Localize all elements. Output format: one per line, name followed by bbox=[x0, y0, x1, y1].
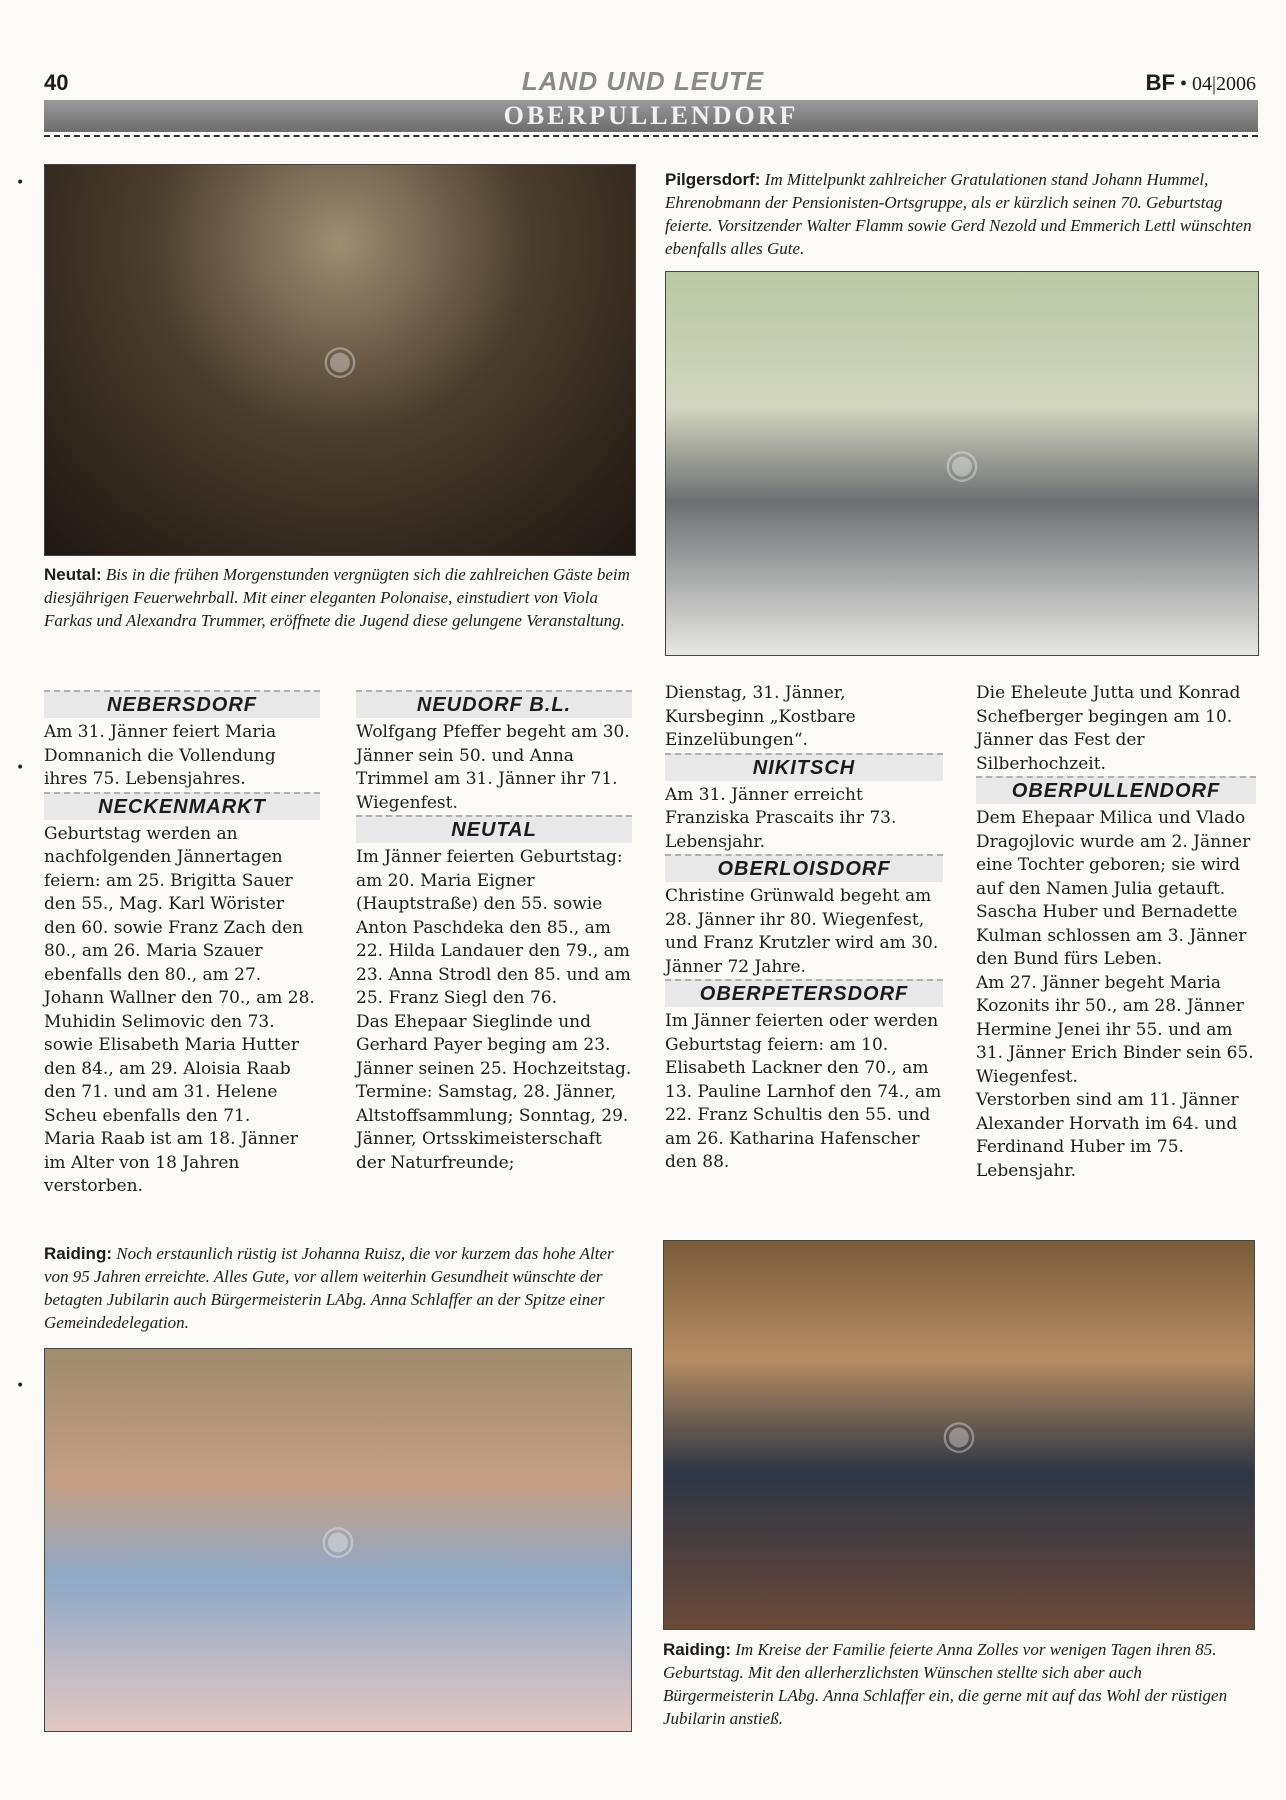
issue-label bbox=[1146, 70, 1256, 96]
neckenmarkt-text: Geburtstag werden an nachfolgenden Jännertagen feiern: am 25. Brigitta Sauer den 55., Mag. Karl Wörister den 60. sowie Franz Zach den 80., am 26. Maria Szauer ebenfalls den 80., am 27. Johann Wallner den 70., am 28. Muhidin Selimovic den 73. sowie Elisabeth Maria Hutter den 84., am 29. Aloisia Raab den 71. und am 31. Helene Scheu ebenfalls den 71. bbox=[44, 823, 315, 1126]
wedding-text: Die Eheleute Jutta und Konrad Schefberger begingen am 10. Jänner das Fest der Silberhochzeit. bbox=[976, 683, 1241, 774]
region-banner: OBERPULLENDORF bbox=[44, 100, 1258, 132]
nebersdorf-text: Am 31. Jänner feiert Maria Domnanich die Vollendung ihres 75. Lebensjahres. bbox=[44, 722, 277, 789]
margin-mark: • bbox=[16, 760, 25, 776]
page-number: 40 bbox=[44, 70, 69, 95]
neutal-text-2: Das Ehepaar Sieglinde und Gerhard Payer beging am 23. Jänner seinen 25. Hochzeitstag. bbox=[356, 1011, 632, 1079]
nikitsch-text: Am 31. Jänner erreicht Franziska Prascaits ihr 73. Lebensjahr. bbox=[665, 784, 897, 852]
issue-separator: • bbox=[1179, 73, 1187, 95]
neutal-heading: NEUTAL bbox=[356, 815, 632, 843]
oberpullendorf-text-4: Verstorben sind am 11. Jänner Alexander Horvath im 64. und Ferdinand Huber im 75. Lebensjahr. bbox=[976, 1090, 1239, 1181]
caption-place: Raiding: bbox=[663, 1640, 731, 1659]
oberloisdorf-heading: OBERLOISDORF bbox=[665, 854, 943, 882]
section-title: LAND UND LEUTE bbox=[521, 66, 765, 96]
caption-text: Im Kreise der Familie feierte Anna Zolles vor wenigen Tagen ihren 85. Geburtstag. Mit den allerherzlichsten Wünschen stellte sich aber auch Bürgermeisterin LAbg. Anna Schlaffer ein, die gerne mit auf das Wohl der rüstigen Jubilarin anstieß. bbox=[663, 1640, 1228, 1728]
caption-place: Raiding: bbox=[44, 1244, 112, 1263]
oberpullendorf-text: Dem Ehepaar Milica und Vlado Dragojlovic wurde am 2. Jänner eine Tochter geboren; sie wird auf den Namen Julia getauft. bbox=[976, 808, 1251, 899]
raiding-caption-2 bbox=[663, 1638, 1253, 1730]
oberpullendorf-text-3: Am 27. Jänner begeht Maria Kozonits ihr 50., am 28. Jänner Hermine Jenei ihr 55. und am 31. Jänner Erich Binder sein 65. Wiegenfest. bbox=[976, 972, 1254, 1087]
column-3 bbox=[665, 682, 943, 1175]
caption-place: Pilgersdorf: bbox=[665, 170, 761, 189]
pilgersdorf-caption bbox=[665, 168, 1257, 260]
neudorf-heading: NEUDORF B.L. bbox=[356, 690, 632, 718]
margin-mark: • bbox=[16, 175, 25, 191]
neutal-photo bbox=[44, 164, 636, 556]
camera-icon: ◉ bbox=[322, 337, 358, 383]
neutal-caption bbox=[44, 563, 634, 632]
nebersdorf-heading: NEBERSDORF bbox=[44, 690, 320, 718]
issue-number: 04|2006 bbox=[1191, 73, 1256, 95]
neutal-text: Im Jänner feierten Geburtstag: am 20. Maria Eigner (Hauptstraße) den 55. sowie Anton Paschdeka den 85., am 22. Hilda Landauer den 79., am 23. Anna Strodl den 85. und am 25. Franz Siegl den 76. bbox=[356, 847, 631, 1008]
oberloisdorf-text: Christine Grünwald begeht am 28. Jänner ihr 80. Wiegenfest, und Franz Krutzler wird am 30. Jänner 72 Jahre. bbox=[665, 886, 939, 977]
camera-icon: ◉ bbox=[944, 440, 980, 487]
neudorf-text: Wolfgang Pfeffer begeht am 30. Jänner sein 50. und Anna Trimmel am 31. Jänner ihr 71. Wiegenfest. bbox=[356, 722, 630, 813]
neckenmarkt-text-2: Maria Raab ist am 18. Jänner im Alter von 18 Jahren verstorben. bbox=[44, 1129, 298, 1196]
caption-text: Im Mittelpunkt zahlreicher Gratulationen stand Johann Hummel, Ehrenobmann der Pensionisten-Ortsgruppe, als er kürzlich seinen 70. Geburtstag feierte. Vorsitzender Walter Flamm sowie Gerd Nezold und Emmerich Lettl wünschten ebenfalls alles Gute. bbox=[665, 170, 1252, 258]
oberpetersdorf-heading: OBERPETERSDORF bbox=[665, 979, 943, 1007]
raiding-photo-2 bbox=[663, 1240, 1255, 1630]
neckenmarkt-heading: NECKENMARKT bbox=[44, 792, 320, 820]
neutal-continued-text: Dienstag, 31. Jänner, Kursbeginn „Kostbare Einzelübungen“. bbox=[665, 683, 856, 750]
nikitsch-heading: NIKITSCH bbox=[665, 753, 943, 781]
caption-text: Noch erstaunlich rüstig ist Johanna Ruisz, die vor kurzem das hohe Alter von 95 Jahren erreichte. Alles Gute, vor allem weiterhin Gesundheit wünschte der betagten Jubilarin auch Bürgermeisterin LAbg. Anna Schlaffer an der Spitze einer Gemeindedelegation. bbox=[44, 1244, 614, 1332]
raiding-caption-1 bbox=[44, 1242, 630, 1334]
column-1 bbox=[44, 690, 320, 1199]
column-4 bbox=[976, 682, 1256, 1183]
caption-text: Bis in die frühen Morgenstunden vergnügten sich die zahlreichen Gäste beim diesjährigen Feuerwehrball. Mit einer eleganten Polonaise, einstudiert von Viola Farkas und Alexandra Trummer, eröffnete die Jugend diese gelungene Veranstaltung. bbox=[44, 565, 630, 630]
camera-icon: ◉ bbox=[320, 1517, 356, 1563]
header-divider bbox=[44, 135, 1258, 137]
raiding-photo-1 bbox=[44, 1348, 632, 1732]
column-2 bbox=[356, 690, 632, 1175]
publication-name: BF bbox=[1145, 70, 1175, 95]
neutal-text-3: Termine: Samstag, 28. Jänner, Altstoffsammlung; Sonntag, 29. Jänner, Ortsskimeisterschaft der Naturfreunde; bbox=[356, 1082, 629, 1173]
oberpullendorf-heading: OBERPULLENDORF bbox=[976, 776, 1256, 804]
caption-place: Neutal: bbox=[44, 565, 102, 584]
pilgersdorf-photo bbox=[665, 271, 1259, 656]
oberpetersdorf-text: Im Jänner feierten oder werden Geburtstag feiern: am 10. Elisabeth Lackner den 70., am 13. Pauline Larnhof den 74., am 22. Franz Schultis den 55. und am 26. Katharina Hafenscher den 88. bbox=[665, 1011, 942, 1172]
oberpullendorf-text-2: Sascha Huber und Bernadette Kulman schlossen am 3. Jänner den Bund fürs Leben. bbox=[976, 902, 1247, 969]
margin-mark: • bbox=[16, 1378, 25, 1394]
camera-icon: ◉ bbox=[941, 1412, 977, 1458]
